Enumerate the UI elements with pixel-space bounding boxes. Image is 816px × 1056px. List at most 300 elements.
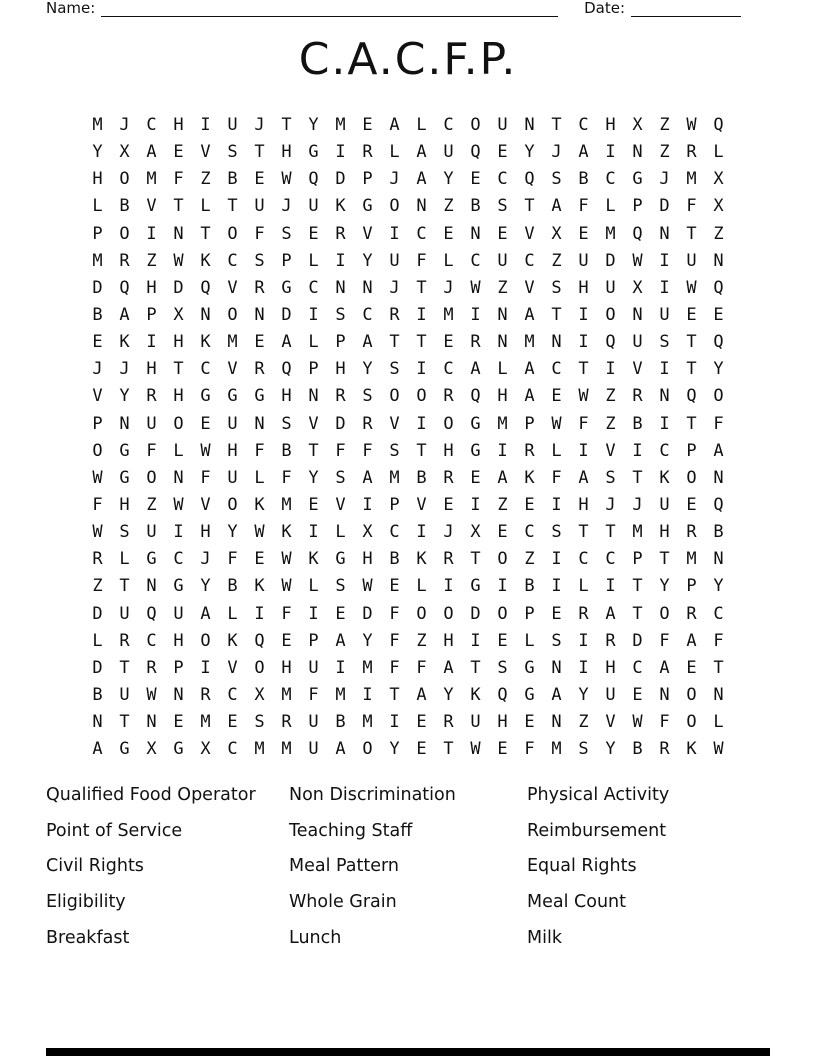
grid-letter: Y [362,359,373,380]
grid-letter: A [713,440,724,461]
grid-letter: Y [443,169,454,190]
grid-letter: H [146,359,157,380]
grid-letter: Z [659,142,670,163]
grid-letter: H [173,630,184,651]
grid-letter: N [146,712,157,733]
grid-letter: C [227,250,238,271]
grid-letter: Q [200,277,211,298]
grid-letter: D [335,413,346,434]
grid-letter: N [254,413,265,434]
grid-letter: H [281,142,292,163]
word-list-column [289,777,527,955]
grid-letter: L [119,549,130,570]
grid-letter: N [173,223,184,244]
grid-letter: U [308,712,319,733]
grid-letter: O [227,305,238,326]
grid-row [84,519,732,546]
grid-letter: T [389,685,400,706]
word-list-item: Point of Service [46,820,183,841]
grid-letter: F [362,440,373,461]
grid-letter: N [659,223,670,244]
grid-letter: P [632,549,643,570]
word-list-item: Non Discrimination [289,784,456,805]
grid-letter: S [578,739,589,760]
grid-letter: M [686,169,697,190]
word-list-column [46,777,289,955]
grid-letter: W [713,739,724,760]
grid-letter: U [605,277,616,298]
grid-letter: O [443,603,454,624]
grid-letter: E [524,712,535,733]
grid-letter: L [92,196,103,217]
grid-letter: H [119,495,130,516]
grid-row [84,411,732,438]
grid-letter: M [497,413,508,434]
grid-letter: G [308,142,319,163]
grid-letter: U [173,603,184,624]
grid-letter: B [578,169,589,190]
grid-letter: B [227,576,238,597]
grid-row [84,329,732,356]
grid-letter: T [632,576,643,597]
grid-letter: N [173,467,184,488]
grid-letter: A [362,332,373,353]
grid-letter: M [92,115,103,136]
grid-letter: T [578,359,589,380]
grid-letter: N [119,413,130,434]
grid-letter: R [146,386,157,407]
grid-letter: C [551,359,562,380]
grid-letter: J [551,142,562,163]
grid-letter: U [119,603,130,624]
grid-letter: S [254,712,265,733]
grid-letter: F [686,196,697,217]
grid-letter: O [497,549,508,570]
grid-letter: A [416,685,427,706]
grid-letter: J [389,277,400,298]
grid-letter: H [200,522,211,543]
grid-letter: N [659,386,670,407]
grid-row [84,628,732,655]
grid-letter: G [470,440,481,461]
grid-letter: M [524,332,535,353]
grid-letter: W [362,576,373,597]
grid-letter: H [443,440,454,461]
grid-letter: P [173,657,184,678]
grid-letter: W [470,739,481,760]
grid-letter: R [686,522,697,543]
grid-letter: S [335,305,346,326]
grid-letter: W [146,685,157,706]
grid-letter: K [416,549,427,570]
grid-letter: L [713,712,724,733]
grid-letter: E [416,712,427,733]
grid-letter: C [227,685,238,706]
grid-letter: M [686,549,697,570]
grid-letter: S [335,467,346,488]
grid-letter: V [92,386,103,407]
grid-letter: O [362,739,373,760]
grid-letter: L [308,332,319,353]
grid-letter: J [119,115,130,136]
word-list-item: Reimbursement [527,820,667,841]
grid-letter: I [335,250,346,271]
grid-row [84,601,732,628]
grid-letter: T [281,115,292,136]
grid-letter: M [281,685,292,706]
grid-letter: U [254,196,265,217]
grid-letter: M [146,169,157,190]
grid-letter: S [551,277,562,298]
grid-letter: T [713,657,724,678]
grid-letter: C [416,223,427,244]
grid-letter: K [659,467,670,488]
grid-letter: K [254,495,265,516]
grid-letter: O [443,413,454,434]
grid-letter: O [659,603,670,624]
grid-letter: H [335,359,346,380]
grid-letter: P [92,223,103,244]
grid-letter: E [335,603,346,624]
grid-letter: N [254,305,265,326]
grid-letter: V [605,440,616,461]
grid-letter: J [119,359,130,380]
grid-letter: P [146,305,157,326]
grid-letter: B [227,169,238,190]
grid-letter: Z [146,495,157,516]
grid-letter: C [308,277,319,298]
name-blank-line [101,2,558,17]
grid-letter: E [443,495,454,516]
grid-letter: G [362,196,373,217]
grid-letter: H [92,169,103,190]
grid-letter: I [659,277,670,298]
grid-letter: U [632,332,643,353]
grid-letter: N [713,467,724,488]
grid-letter: U [227,413,238,434]
grid-row [84,248,732,275]
grid-letter: A [524,305,535,326]
grid-letter: Y [362,250,373,271]
grid-letter: P [686,576,697,597]
grid-letter: U [389,250,400,271]
grid-letter: E [200,413,211,434]
grid-letter: I [308,522,319,543]
grid-letter: E [686,657,697,678]
grid-letter: A [416,169,427,190]
grid-letter: I [335,657,346,678]
grid-letter: Q [254,630,265,651]
grid-letter: G [335,549,346,570]
grid-letter: I [470,305,481,326]
grid-letter: A [389,115,400,136]
grid-letter: W [578,386,589,407]
grid-letter: I [362,685,373,706]
grid-letter: K [281,522,292,543]
grid-letter: K [254,576,265,597]
worksheet-header [46,0,741,17]
grid-letter: A [470,359,481,380]
grid-letter: M [227,332,238,353]
grid-letter: B [416,467,427,488]
grid-letter: C [605,549,616,570]
grid-letter: F [551,467,562,488]
grid-letter: I [551,549,562,570]
grid-letter: O [389,196,400,217]
grid-row [84,682,732,709]
grid-letter: T [227,196,238,217]
grid-letter: I [578,630,589,651]
grid-letter: I [470,630,481,651]
grid-letter: V [200,495,211,516]
grid-letter: E [497,630,508,651]
grid-letter: I [254,603,265,624]
grid-letter: S [335,576,346,597]
word-list-item: Civil Rights [46,856,144,877]
grid-letter: M [335,115,346,136]
grid-letter: Z [416,630,427,651]
grid-letter: A [335,739,346,760]
grid-letter: B [470,196,481,217]
grid-letter: W [686,115,697,136]
word-list-item: Milk [527,927,562,948]
grid-letter: B [632,413,643,434]
grid-letter: U [146,413,157,434]
grid-letter: A [578,142,589,163]
grid-letter: M [281,495,292,516]
grid-letter: J [632,495,643,516]
grid-letter: Y [227,522,238,543]
grid-letter: R [254,277,265,298]
grid-letter: C [578,115,589,136]
grid-letter: C [497,169,508,190]
grid-letter: A [119,305,130,326]
grid-letter: Q [470,386,481,407]
grid-letter: X [551,223,562,244]
grid-letter: V [227,359,238,380]
grid-letter: Y [389,739,400,760]
grid-letter: B [119,196,130,217]
grid-letter: V [200,142,211,163]
grid-letter: Y [659,576,670,597]
grid-letter: R [686,603,697,624]
grid-letter: I [200,657,211,678]
grid-letter: Q [524,169,535,190]
grid-letter: I [416,413,427,434]
grid-letter: X [200,739,211,760]
grid-letter: T [470,657,481,678]
grid-letter: V [632,359,643,380]
grid-letter: T [416,277,427,298]
grid-letter: E [362,115,373,136]
grid-letter: L [254,467,265,488]
grid-letter: F [416,657,427,678]
grid-letter: D [659,196,670,217]
grid-letter: T [659,549,670,570]
grid-letter: E [308,223,319,244]
grid-letter: A [659,657,670,678]
grid-letter: R [335,223,346,244]
grid-letter: E [254,169,265,190]
grid-letter: R [362,142,373,163]
grid-letter: T [686,413,697,434]
grid-letter: F [281,467,292,488]
grid-letter: R [443,467,454,488]
grid-letter: I [659,413,670,434]
grid-letter: N [92,712,103,733]
grid-letter: H [173,332,184,353]
grid-letter: J [659,169,670,190]
grid-letter: I [200,115,211,136]
grid-letter: M [335,685,346,706]
grid-letter: I [308,305,319,326]
grid-letter: W [173,495,184,516]
grid-letter: Y [308,467,319,488]
grid-letter: C [605,169,616,190]
grid-row [84,221,732,248]
grid-letter: U [470,712,481,733]
grid-letter: T [416,332,427,353]
grid-letter: R [470,332,481,353]
grid-letter: G [119,739,130,760]
grid-letter: H [605,657,616,678]
grid-letter: H [281,386,292,407]
grid-letter: Y [524,142,535,163]
grid-letter: K [335,196,346,217]
grid-letter: R [335,386,346,407]
grid-letter: W [200,440,211,461]
grid-letter: E [443,223,454,244]
grid-letter: L [416,576,427,597]
grid-letter: T [632,467,643,488]
grid-letter: B [281,440,292,461]
grid-letter: J [281,196,292,217]
grid-letter: R [146,657,157,678]
grid-letter: I [605,576,616,597]
grid-letter: E [227,712,238,733]
grid-letter: H [497,386,508,407]
grid-letter: K [470,685,481,706]
grid-row [84,112,732,139]
grid-letter: E [389,576,400,597]
grid-letter: Q [146,603,157,624]
name-label: Name: [46,0,96,17]
grid-letter: J [605,495,616,516]
date-blank-line [631,2,741,17]
grid-letter: U [146,522,157,543]
grid-letter: Z [497,495,508,516]
grid-letter: J [92,359,103,380]
grid-letter: T [632,603,643,624]
word-list [46,777,770,955]
grid-letter: C [524,522,535,543]
grid-letter: Q [119,277,130,298]
grid-letter: N [632,142,643,163]
grid-letter: T [524,196,535,217]
grid-row [84,302,732,329]
grid-letter: I [578,332,589,353]
grid-letter: W [281,169,292,190]
grid-letter: E [281,630,292,651]
grid-letter: B [632,739,643,760]
grid-letter: C [659,440,670,461]
grid-letter: S [119,522,130,543]
grid-letter: X [362,522,373,543]
grid-letter: G [119,440,130,461]
grid-letter: N [335,277,346,298]
grid-letter: T [254,142,265,163]
grid-letter: E [497,223,508,244]
grid-letter: J [200,549,211,570]
grid-letter: Q [713,115,724,136]
grid-letter: A [200,603,211,624]
grid-letter: W [281,549,292,570]
grid-letter: Z [551,250,562,271]
grid-letter: X [470,522,481,543]
grid-letter: N [497,305,508,326]
grid-letter: U [578,250,589,271]
grid-letter: F [524,739,535,760]
grid-letter: A [605,603,616,624]
grid-letter: N [173,685,184,706]
grid-letter: O [686,467,697,488]
grid-letter: P [281,250,292,271]
grid-letter: U [497,115,508,136]
grid-letter: T [119,576,130,597]
grid-letter: V [524,223,535,244]
grid-letter: W [281,576,292,597]
grid-letter: P [362,169,373,190]
grid-letter: R [119,250,130,271]
grid-letter: H [578,277,589,298]
grid-row [84,736,732,763]
grid-letter: D [92,603,103,624]
grid-letter: E [92,332,103,353]
grid-letter: E [470,467,481,488]
grid-letter: O [227,223,238,244]
word-list-item: Meal Pattern [289,856,399,877]
grid-letter: I [416,305,427,326]
grid-row [84,356,732,383]
grid-letter: T [200,223,211,244]
grid-letter: R [443,386,454,407]
grid-letter: K [686,739,697,760]
grid-letter: H [443,630,454,651]
grid-row [84,193,732,220]
grid-letter: Z [524,549,535,570]
grid-letter: B [92,685,103,706]
grid-letter: F [389,603,400,624]
grid-letter: G [200,386,211,407]
grid-letter: E [173,142,184,163]
grid-letter: J [389,169,400,190]
grid-letter: S [551,630,562,651]
grid-letter: S [551,169,562,190]
grid-letter: I [605,359,616,380]
grid-letter: I [173,522,184,543]
word-list-item: Lunch [289,927,342,948]
grid-letter: X [146,739,157,760]
grid-letter: R [92,549,103,570]
grid-letter: T [686,359,697,380]
grid-letter: W [632,250,643,271]
grid-letter: T [308,440,319,461]
grid-letter: L [92,630,103,651]
grid-letter: E [497,142,508,163]
grid-letter: X [254,685,265,706]
grid-letter: Y [443,685,454,706]
grid-letter: G [146,549,157,570]
